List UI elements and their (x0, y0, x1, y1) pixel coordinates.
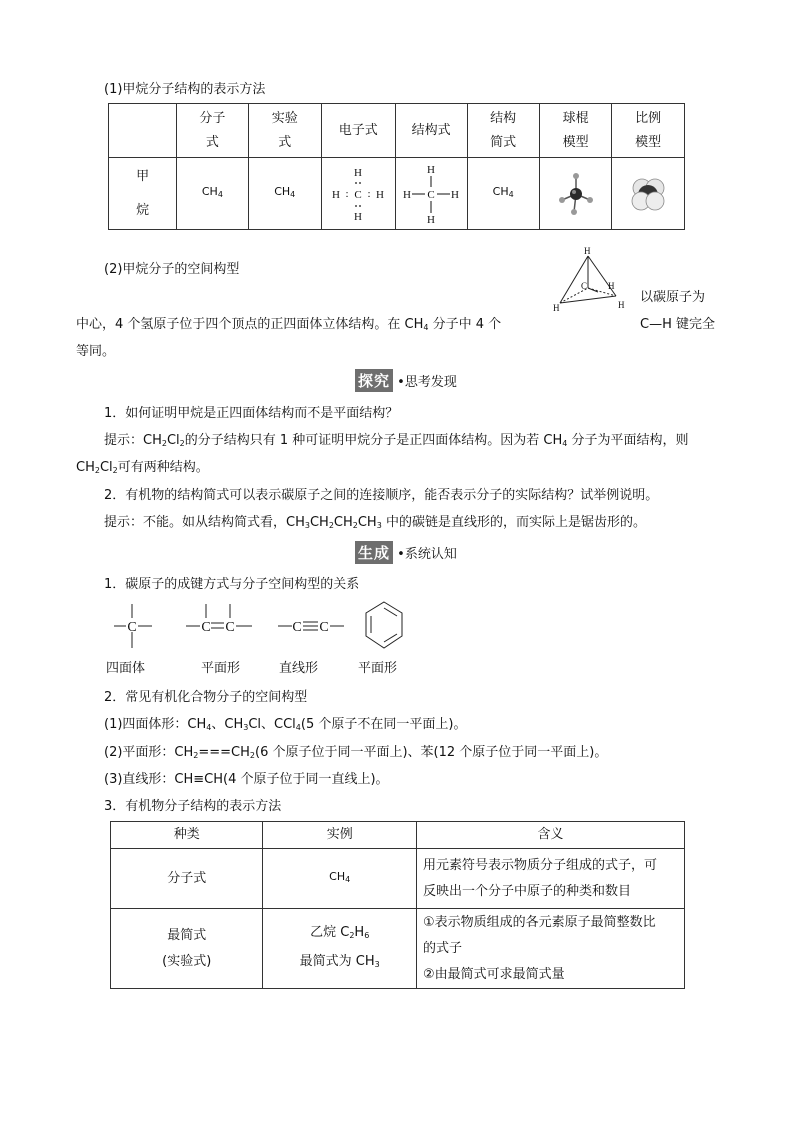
structural-formula-diagram (401, 163, 461, 225)
t3-row1-kind: 分子式 (111, 849, 263, 909)
tetrahedron-text-line-3: 等同。 (76, 344, 116, 359)
point-2-item-2: (2)平面形：$CH_2===CH_2(6$ 个原子位于同一平面上)、苯(12 个原子位于同一平面上)。 (104, 745, 608, 760)
t3-row2-kind: 最简式 (实验式) (111, 909, 263, 989)
svg-text::: : (345, 187, 349, 200)
svg-text:H: H (451, 188, 460, 201)
header-structural-formula: 结构式 (395, 104, 467, 158)
header-electron-formula: 电子式 (321, 104, 395, 158)
svg-text:C: C (581, 281, 588, 291)
t3-header-kind: 种类 (111, 822, 263, 849)
svg-text::: : (367, 187, 371, 200)
point-2-item-1: (1)四面体形：$CH_4$、$CH_3Cl$、CCl$_4$(5 个原子不在同一平面上)。 (104, 717, 467, 732)
header-empirical-formula: 实验 式 (248, 104, 321, 158)
representation-table (110, 821, 685, 989)
header-condensed-formula: 结构 简式 (467, 104, 539, 158)
electron-formula-diagram (328, 164, 388, 224)
answer-2: 提示：不能。如从结构简式看，$CH_3CH_2CH_2CH_3$ 中的碳链是直线形的，而实际上是锯齿形的。 (104, 515, 646, 530)
shengcheng-badge: 生成 (355, 541, 393, 564)
t3-row1-example: $CH_4$ (263, 849, 416, 909)
shengcheng-label: 系统认知 (404, 547, 457, 562)
row-label-methane: 甲 烷 (109, 158, 177, 230)
svg-text:C: C (319, 620, 329, 635)
section-1-title: (1)甲烷分子结构的表示方法 (104, 82, 266, 97)
svg-text:H: H (332, 188, 341, 201)
t3-header-meaning: 含义 (416, 822, 684, 849)
space-filling-model-icon (628, 174, 668, 214)
svg-text:H: H (354, 210, 363, 223)
cell-ball-stick-model (539, 158, 612, 230)
svg-text:C: C (354, 188, 362, 201)
svg-text:C: C (127, 620, 137, 635)
tetrahedron-diagram (548, 246, 634, 316)
header-space-filling-model: 比例 模型 (612, 104, 685, 158)
shengcheng-section-header: 生成 •系统认知 (355, 541, 457, 564)
cell-space-filling-model (612, 158, 685, 230)
svg-text:H: H (584, 246, 591, 256)
point-2-item-3: (3)直线形：CH≡CH(4 个原子位于同一直线上)。 (104, 772, 389, 787)
section-2-title: (2)甲烷分子的空间构型 (104, 262, 240, 277)
header-molecular-formula: 分子 式 (177, 104, 248, 158)
cell-molecular-formula: $CH_4$ (177, 158, 248, 230)
cell-electron-formula (321, 158, 395, 230)
tetrahedron-text-right-1: 以碳原子为 (640, 290, 706, 305)
tetrahedron-text-line-2: 中心，4 个氢原子位于四个顶点的正四面体立体结构。在 $CH_4$ 分子中 4 个 (76, 317, 502, 332)
tetrahedron-text-right-2: C—H 键完全 (640, 317, 715, 332)
svg-text:H: H (553, 303, 560, 313)
t3-row2-meaning: ①表示物质组成的各元素原子最简整数比 的式子 ②由最简式可求最简式量 (416, 909, 684, 989)
svg-text:H: H (376, 188, 385, 201)
bond-types-diagram (100, 598, 420, 656)
svg-text:H: H (427, 213, 436, 225)
t3-header-example: 实例 (263, 822, 416, 849)
svg-text:H: H (403, 188, 412, 201)
svg-text:H: H (608, 281, 615, 291)
methane-structure-table (108, 103, 685, 230)
svg-text:H: H (354, 166, 363, 179)
point-3-title: 3．有机物分子结构的表示方法 (104, 799, 282, 814)
tanjiu-section-header: 探究 •思考发现 (355, 369, 457, 392)
t3-row2-example: 乙烷 $C_2H_6$ 最简式为 $CH_3$ (263, 909, 416, 989)
header-ball-stick-model: 球棍 模型 (539, 104, 612, 158)
svg-text:C: C (201, 620, 211, 635)
bond-label-planar-2: 平面形 (358, 661, 398, 676)
svg-text:C: C (427, 188, 435, 201)
t3-row1-meaning: 用元素符号表示物质分子组成的式子，可 反映出一个分子中原子的种类和数目 (416, 849, 684, 909)
svg-text:H: H (427, 163, 436, 176)
tanjiu-badge: 探究 (355, 369, 393, 392)
cell-empirical-formula: $CH_4$ (248, 158, 321, 230)
ball-stick-model-icon (556, 170, 596, 218)
svg-text:H: H (618, 300, 625, 310)
cell-condensed-formula: $CH_4$ (467, 158, 539, 230)
bond-label-linear: 直线形 (279, 661, 319, 676)
question-1: 1．如何证明甲烷是正四面体结构而不是平面结构？ (104, 406, 399, 421)
answer-1-line-2: $CH_2Cl_2$可有两种结构。 (76, 460, 209, 475)
svg-text:C: C (225, 620, 235, 635)
point-2-title: 2．常见有机化合物分子的空间构型 (104, 690, 308, 705)
answer-1-line-1: 提示：$CH_2Cl_2$的分子结构只有 1 种可证明甲烷分子是正四面体结构。因为若 $CH_4$ 分子为平面结构，则 (104, 433, 689, 448)
question-2: 2．有机物的结构简式可以表示碳原子之间的连接顺序，能否表示分子的实际结构？试举例说明。 (104, 488, 659, 503)
bond-label-tetrahedral: 四面体 (106, 661, 146, 676)
cell-structural-formula (395, 158, 467, 230)
tanjiu-label: 思考发现 (404, 375, 457, 390)
svg-text:C: C (292, 620, 302, 635)
point-1-title: 1．碳原子的成键方式与分子空间构型的关系 (104, 577, 360, 592)
bond-label-planar-1: 平面形 (201, 661, 241, 676)
